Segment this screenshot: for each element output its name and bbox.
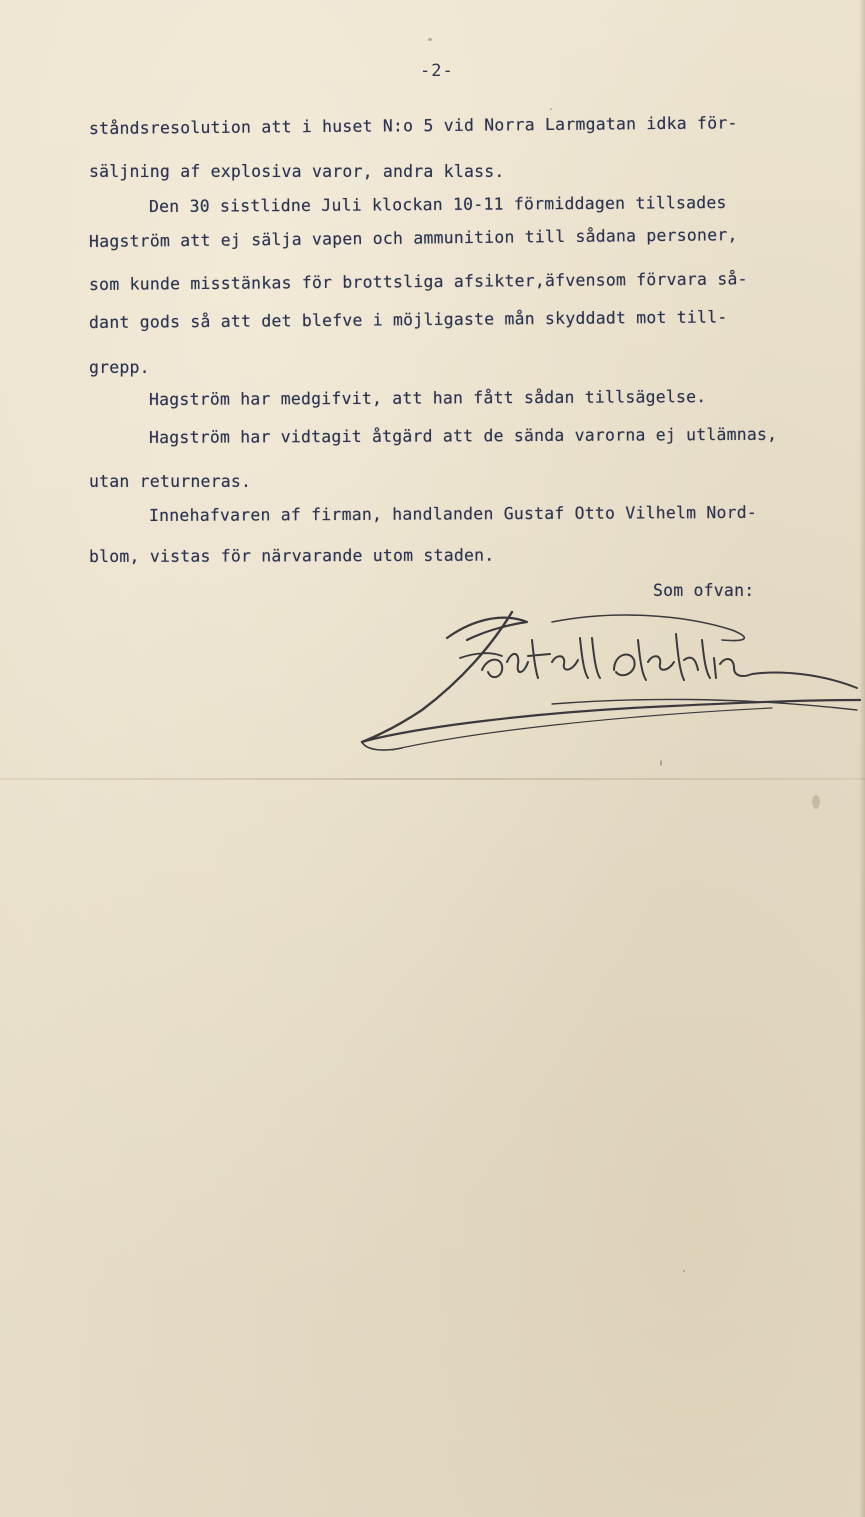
paper-fold-line	[0, 778, 865, 780]
body-line: som kunde misstänkas för brottsliga afsikter,äfvensom förvara så-	[88, 269, 748, 294]
paper-speck	[683, 1270, 685, 1272]
paper-speck	[550, 108, 552, 110]
paper-speck	[812, 795, 820, 809]
page-number: -2-	[420, 61, 454, 81]
body-line: Innehafvaren af firman, handlanden Gustaf Otto Vilhelm Nord-	[148, 502, 758, 525]
body-line: utan returneras.	[89, 472, 252, 491]
body-line: Hagström har medgifvit, att han fått sådan tillsägelse.	[148, 387, 707, 409]
body-line: säljning af explosiva varor, andra klass.	[89, 162, 505, 181]
closing-line: Som ofvan:	[653, 581, 755, 600]
body-line: Hagström att ej sälja vapen och ammunition till sådana personer,	[88, 225, 738, 251]
body-line: Hagström har vidtagit åtgärd att de sända varorna ej utlämnas,	[148, 424, 778, 447]
paper-speck	[428, 38, 432, 41]
body-line: Den 30 sistlidne Juli klockan 10-11 förmiddagen tillsades	[148, 192, 727, 216]
body-line: grepp.	[89, 358, 150, 377]
handwritten-signature	[352, 600, 862, 770]
body-line: blom, vistas för närvarande utom staden.	[88, 545, 495, 566]
body-line: dant gods så att det blefve i möjligaste mån skyddadt mot till-	[88, 307, 728, 332]
body-line: ståndsresolution att i huset N:o 5 vid Norra Larmgatan idka för-	[88, 113, 738, 138]
